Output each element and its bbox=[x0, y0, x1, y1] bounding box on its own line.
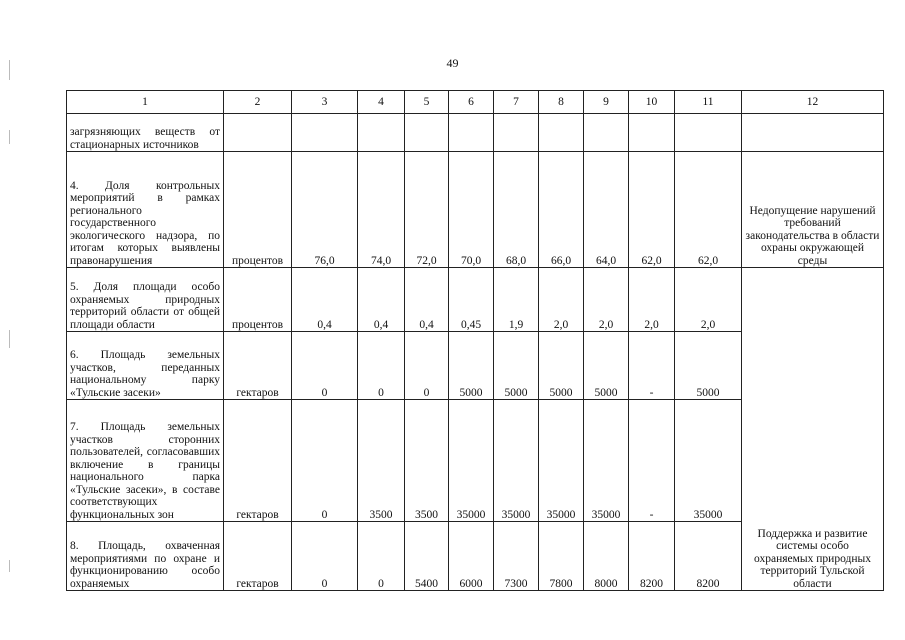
indicator-cell: 5. Доля площади особо охраняемых природных территорий области от общей площади области bbox=[67, 268, 224, 332]
value-cell: 35000 bbox=[449, 400, 494, 522]
column-header: 3 bbox=[292, 91, 358, 114]
value-cell: 5400 bbox=[405, 522, 449, 591]
value-cell bbox=[405, 114, 449, 152]
scan-edge-mark bbox=[9, 130, 10, 144]
indicator-cell: загрязняющих веществ от стационарных источников bbox=[67, 114, 224, 152]
value-cell: 64,0 bbox=[584, 152, 629, 268]
column-header: 12 bbox=[742, 91, 884, 114]
value-cell: 2,0 bbox=[539, 268, 584, 332]
value-cell: 2,0 bbox=[584, 268, 629, 332]
value-cell: 35000 bbox=[675, 400, 742, 522]
column-header: 1 bbox=[67, 91, 224, 114]
value-cell: 1,9 bbox=[494, 268, 539, 332]
table-row bbox=[67, 152, 884, 268]
scan-edge-mark bbox=[9, 60, 10, 80]
value-cell: 68,0 bbox=[494, 152, 539, 268]
value-cell: 2,0 bbox=[629, 268, 675, 332]
value-cell: 70,0 bbox=[449, 152, 494, 268]
value-cell: 7300 bbox=[494, 522, 539, 591]
column-header: 2 bbox=[224, 91, 292, 114]
value-cell: 5000 bbox=[449, 332, 494, 400]
indicator-cell: 7. Площадь земельных участков сторонних пользователей, согласовавших включение в границы национального парка «Тульские засеки», в составе соответствующих функциональных зон bbox=[67, 400, 224, 522]
value-cell bbox=[292, 114, 358, 152]
value-cell: 6000 bbox=[449, 522, 494, 591]
value-cell: 35000 bbox=[494, 400, 539, 522]
unit-cell bbox=[224, 114, 292, 152]
value-cell: 0 bbox=[358, 332, 405, 400]
value-cell: 0,45 bbox=[449, 268, 494, 332]
value-cell: 3500 bbox=[405, 400, 449, 522]
value-cell bbox=[449, 114, 494, 152]
value-cell: 5000 bbox=[494, 332, 539, 400]
scan-edge-mark bbox=[9, 560, 10, 572]
value-cell bbox=[494, 114, 539, 152]
value-cell: 76,0 bbox=[292, 152, 358, 268]
indicator-cell: 6. Площадь земельных участков, переданных национальному парку «Тульские засеки» bbox=[67, 332, 224, 400]
value-cell: 0,4 bbox=[292, 268, 358, 332]
value-cell: - bbox=[629, 332, 675, 400]
scan-edge-mark bbox=[9, 330, 10, 348]
value-cell: 74,0 bbox=[358, 152, 405, 268]
value-cell: 35000 bbox=[539, 400, 584, 522]
value-cell: 0,4 bbox=[405, 268, 449, 332]
value-cell: 8000 bbox=[584, 522, 629, 591]
value-cell: 62,0 bbox=[675, 152, 742, 268]
goal-cell: Недопущение нарушений требований законодательства в области охраны окружающей среды bbox=[742, 152, 884, 268]
value-cell: 35000 bbox=[584, 400, 629, 522]
value-cell: - bbox=[629, 400, 675, 522]
value-cell: 7800 bbox=[539, 522, 584, 591]
value-cell: 5000 bbox=[584, 332, 629, 400]
value-cell: 5000 bbox=[675, 332, 742, 400]
table-row bbox=[67, 114, 884, 152]
value-cell: 0 bbox=[292, 522, 358, 591]
header-row bbox=[67, 91, 884, 114]
value-cell: 8200 bbox=[629, 522, 675, 591]
value-cell: 8200 bbox=[675, 522, 742, 591]
indicators-table bbox=[66, 90, 884, 591]
indicator-cell: 4. Доля контрольных мероприятий в рамках регионального государственного экологического надзора, по итогам которых выявлены правонарушения bbox=[67, 152, 224, 268]
value-cell: 72,0 bbox=[405, 152, 449, 268]
table-row bbox=[67, 268, 884, 332]
value-cell: 0 bbox=[405, 332, 449, 400]
value-cell bbox=[584, 114, 629, 152]
value-cell bbox=[629, 114, 675, 152]
unit-cell: гектаров bbox=[224, 400, 292, 522]
column-header: 9 bbox=[584, 91, 629, 114]
column-header: 6 bbox=[449, 91, 494, 114]
value-cell: 66,0 bbox=[539, 152, 584, 268]
indicator-cell: 8. Площадь, охваченная мероприятиями по охране и функционированию особо охраняемых bbox=[67, 522, 224, 591]
value-cell: 0 bbox=[292, 332, 358, 400]
value-cell: 3500 bbox=[358, 400, 405, 522]
column-header: 5 bbox=[405, 91, 449, 114]
unit-cell: гектаров bbox=[224, 522, 292, 591]
unit-cell: процентов bbox=[224, 268, 292, 332]
value-cell bbox=[539, 114, 584, 152]
column-header: 7 bbox=[494, 91, 539, 114]
value-cell: 0 bbox=[292, 400, 358, 522]
column-header: 4 bbox=[358, 91, 405, 114]
column-header: 8 bbox=[539, 91, 584, 114]
value-cell bbox=[675, 114, 742, 152]
value-cell: 0,4 bbox=[358, 268, 405, 332]
goal-cell bbox=[742, 114, 884, 152]
value-cell: 2,0 bbox=[675, 268, 742, 332]
value-cell: 62,0 bbox=[629, 152, 675, 268]
unit-cell: процентов bbox=[224, 152, 292, 268]
goal-cell: Поддержка и развитие системы особо охраняемых природных территорий Тульской области bbox=[742, 268, 884, 591]
value-cell: 0 bbox=[358, 522, 405, 591]
column-header: 10 bbox=[629, 91, 675, 114]
value-cell: 5000 bbox=[539, 332, 584, 400]
value-cell bbox=[358, 114, 405, 152]
page-number: 49 bbox=[446, 56, 459, 70]
column-header: 11 bbox=[675, 91, 742, 114]
unit-cell: гектаров bbox=[224, 332, 292, 400]
